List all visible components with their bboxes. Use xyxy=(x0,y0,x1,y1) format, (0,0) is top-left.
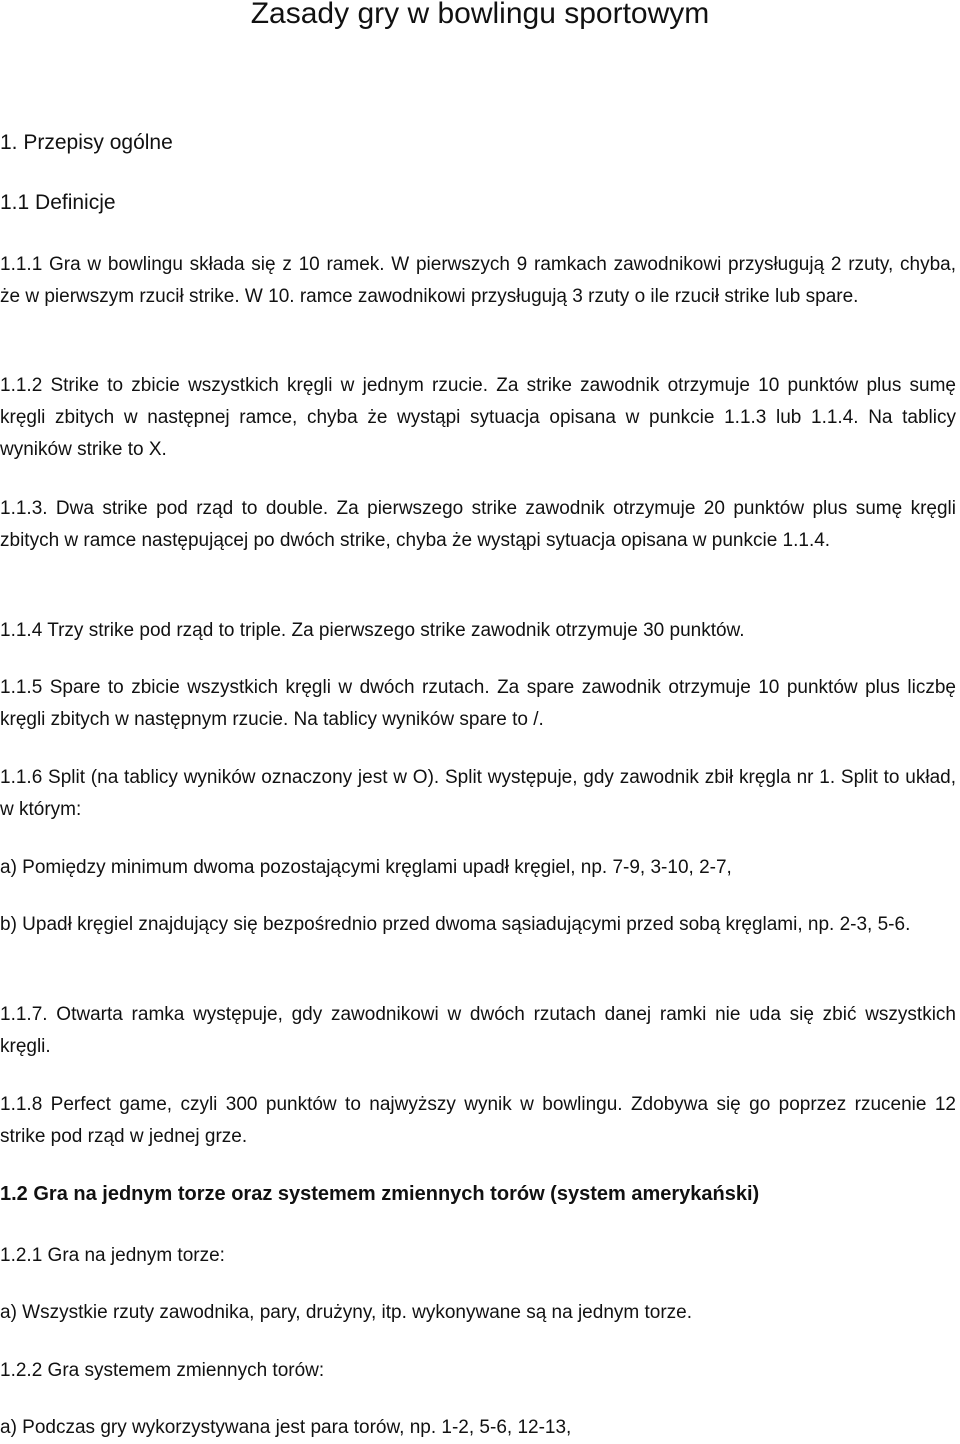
paragraph-1-1-6-a: a) Pomiędzy minimum dwoma pozostającymi kręglami upadł kręgiel, np. 7-9, 3-10, 2-7, xyxy=(0,857,732,878)
paragraph-1-1-3: 1.1.3. Dwa strike pod rząd to double. Za pierwszego strike zawodnik otrzymuje 20 punktów plus sumę kręgli zbitych w ramce następującej po dwóch strike, chyba że wystąpi sytuacja opisana w punkcie 1.1.4. xyxy=(0,498,956,551)
paragraph-1-2-1: 1.2.1 Gra na jednym torze: xyxy=(0,1245,225,1266)
paragraph-1-1-5: 1.1.5 Spare to zbicie wszystkich kręgli w dwóch rzutach. Za spare zawodnik otrzymuje 10 punktów plus liczbę kręgli zbitych w następnym rzucie. Na tablicy wyników spare to /. xyxy=(0,677,956,730)
paragraph-1-1-6-b: b) Upadł kręgiel znajdujący się bezpośrednio przed dwoma sąsiadującymi przed sobą kręglami, np. 2-3, 5-6. xyxy=(0,914,911,935)
paragraph-1-1-8: 1.1.8 Perfect game, czyli 300 punktów to najwyższy wynik w bowlingu. Zdobywa się go poprzez rzucenie 12 strike pod rząd w jednej grze. xyxy=(0,1094,956,1147)
subsection-heading-1-1: 1.1 Definicje xyxy=(0,191,116,214)
paragraph-1-1-7: 1.1.7. Otwarta ramka występuje, gdy zawodnikowi w dwóch rzutach danej ramki nie uda się zbić wszystkich kręgli. xyxy=(0,1004,956,1057)
paragraph-1-1-6: 1.1.6 Split (na tablicy wyników oznaczony jest w O). Split występuje, gdy zawodnik zbił kręgla nr 1. Split to układ, w którym: xyxy=(0,767,956,820)
subsection-heading-1-2: 1.2 Gra na jednym torze oraz systemem zmiennych torów (system amerykański) xyxy=(0,1183,760,1205)
paragraph-1-1-2: 1.1.2 Strike to zbicie wszystkich kręgli w jednym rzucie. Za strike zawodnik otrzymuje 10 punktów plus sumę kręgli zbitych w następnej ramce, chyba że wystąpi sytuacja opisana w punkcie 1.1.3 lub 1.1.4. Na tablicy wyników strike to X. xyxy=(0,375,956,460)
paragraph-1-2-2: 1.2.2 Gra systemem zmiennych torów: xyxy=(0,1360,325,1381)
paragraph-1-2-2-a: a) Podczas gry wykorzystywana jest para torów, np. 1-2, 5-6, 12-13, xyxy=(0,1417,572,1438)
document-title: Zasady gry w bowlingu sportowym xyxy=(250,0,710,30)
paragraph-1-1-4: 1.1.4 Trzy strike pod rząd to triple. Za pierwszego strike zawodnik otrzymuje 30 punktów. xyxy=(0,620,745,641)
paragraph-1-1-1: 1.1.1 Gra w bowlingu składa się z 10 ramek. W pierwszych 9 ramkach zawodnikowi przysługują 2 rzuty, chyba, że w pierwszym rzucił strike. W 10. ramce zawodnikowi przysługują 3 rzuty o ile rzucił strike lub spare. xyxy=(0,254,956,307)
section-heading-1: 1. Przepisy ogólne xyxy=(0,131,173,154)
paragraph-1-2-1-a: a) Wszystkie rzuty zawodnika, pary, drużyny, itp. wykonywane są na jednym torze. xyxy=(0,1302,693,1323)
